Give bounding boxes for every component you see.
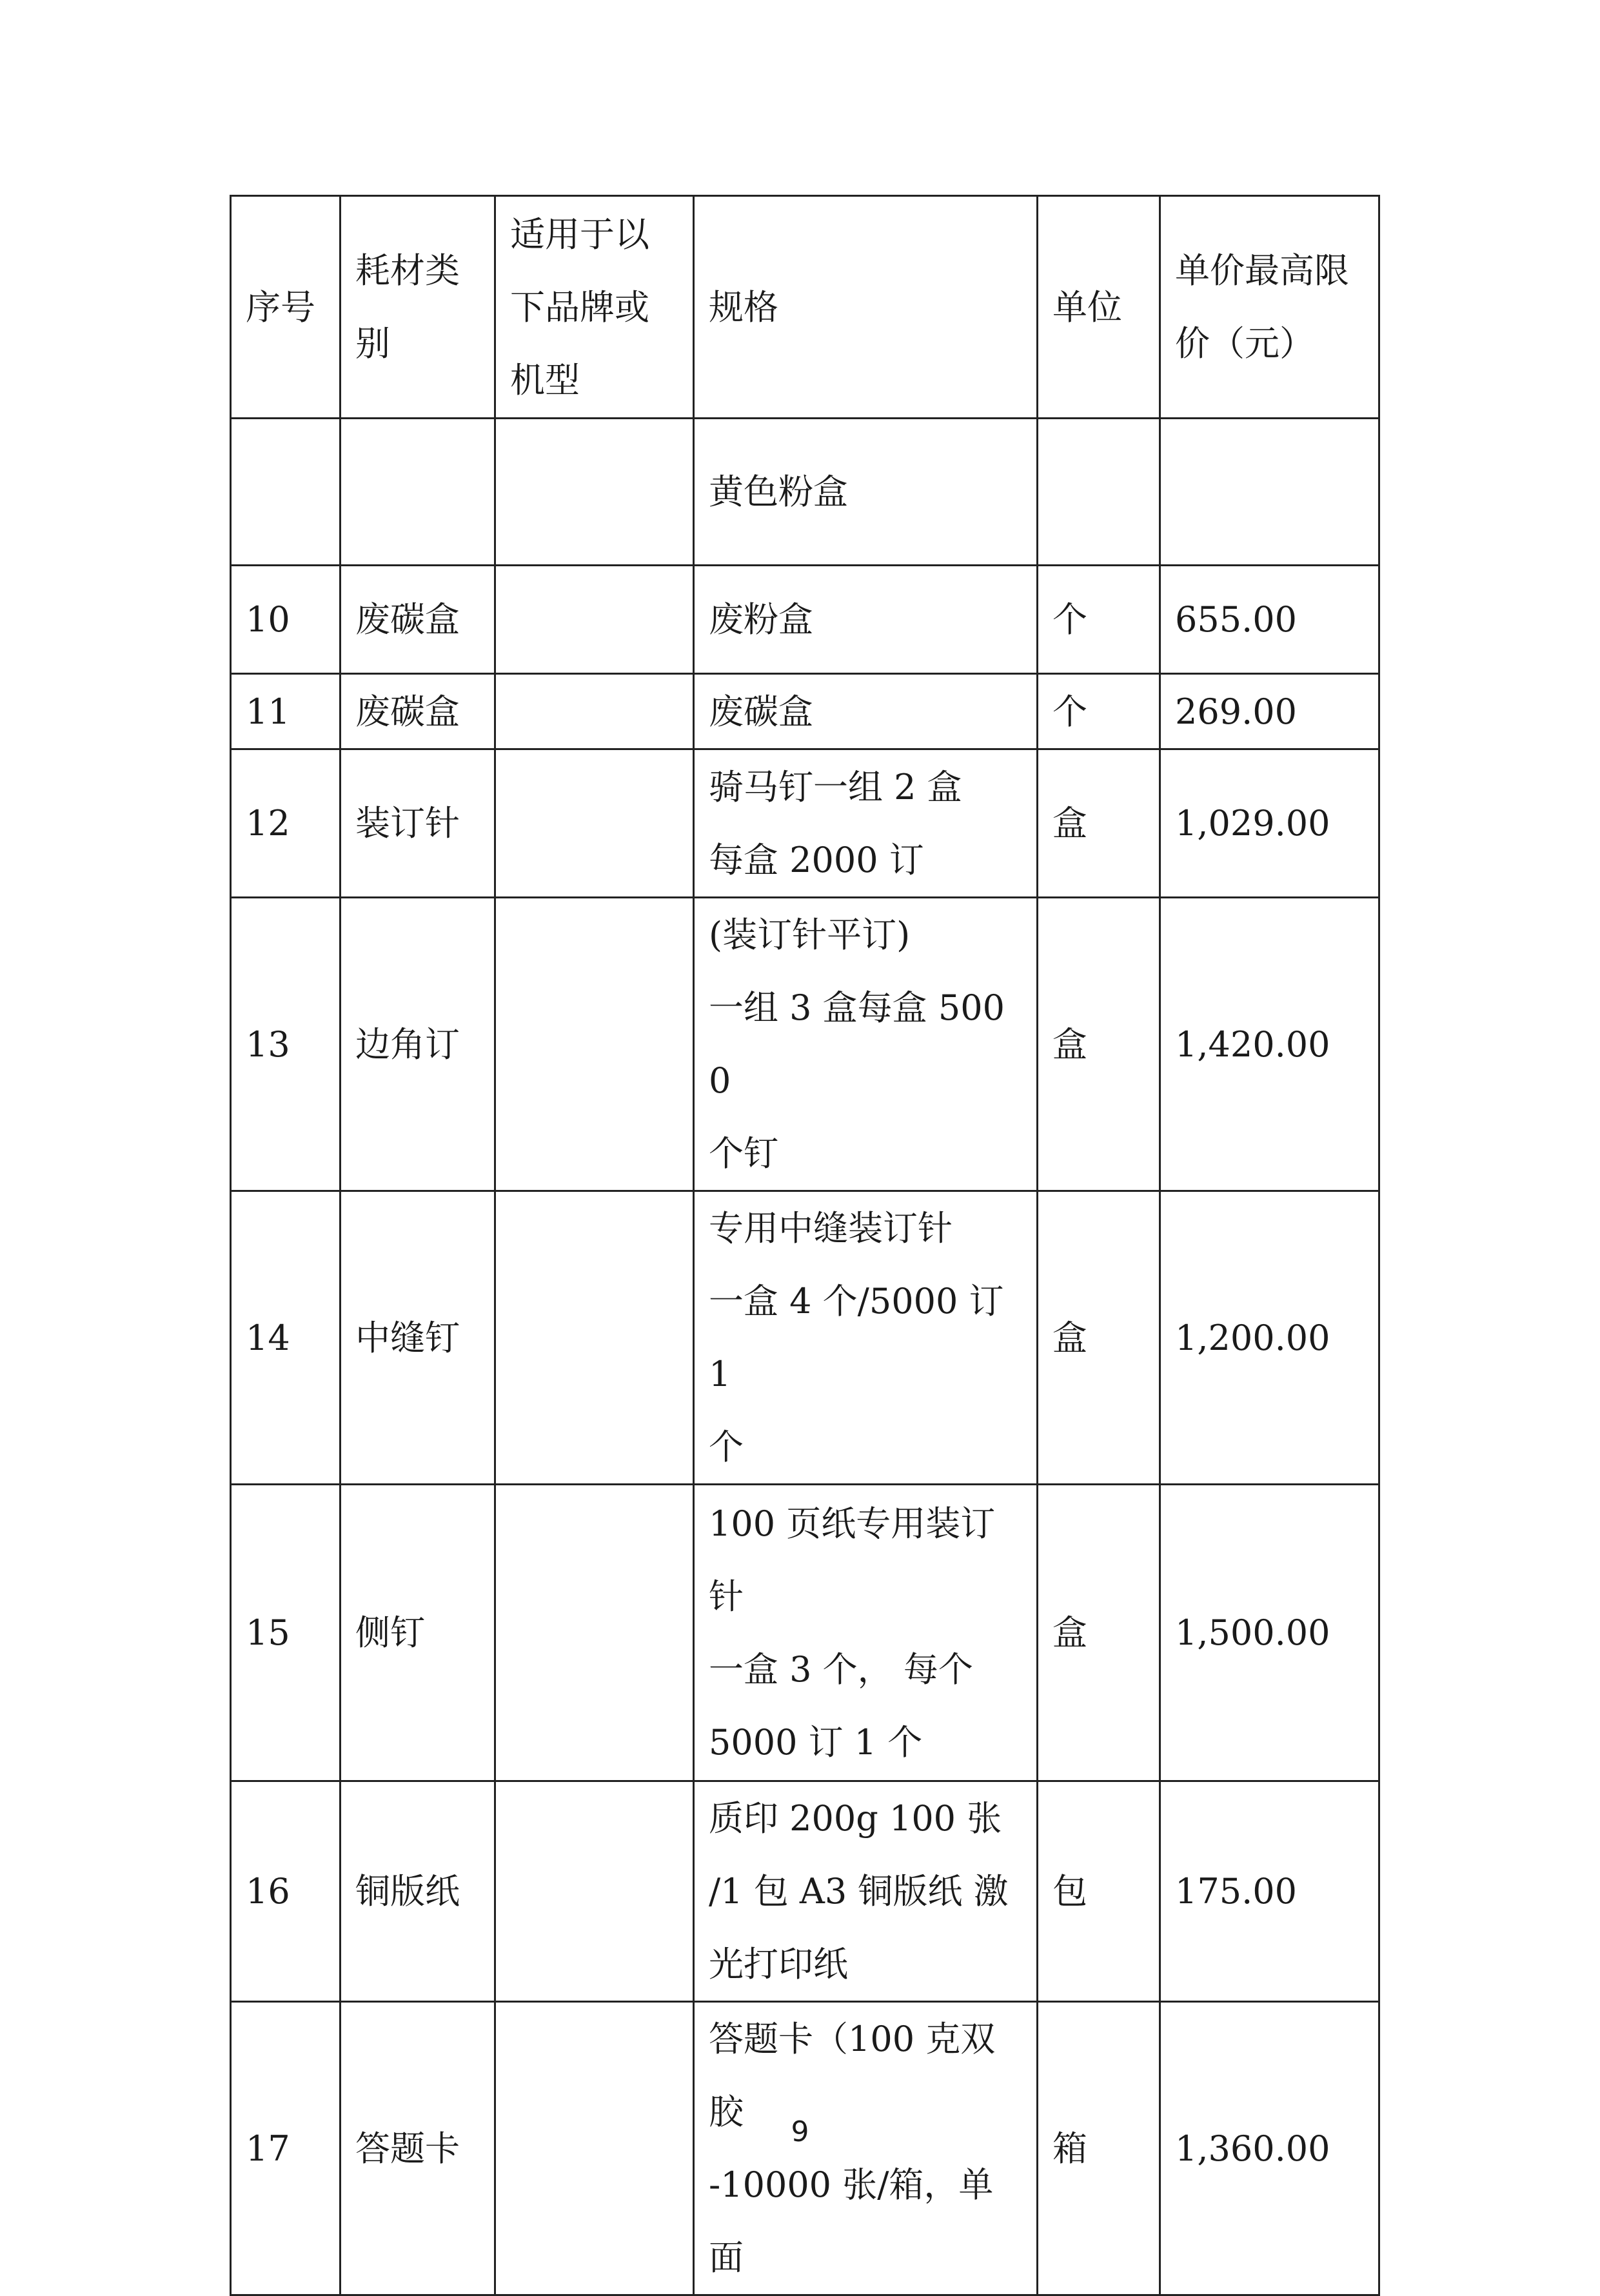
cell-index: 11 <box>231 674 341 749</box>
table-header-row <box>231 196 1379 419</box>
cell-price: 655.00 <box>1160 566 1379 674</box>
cell-unit: 个 <box>1038 674 1160 749</box>
cell-unit: 个 <box>1038 566 1160 674</box>
cell-price: 1,029.00 <box>1160 749 1379 898</box>
cell-price: 1,500.00 <box>1160 1485 1379 1781</box>
cell-brand <box>495 749 694 898</box>
table-row <box>231 749 1379 898</box>
cell-category: 中缝钉 <box>341 1191 495 1485</box>
cell-brand <box>495 674 694 749</box>
cell-brand <box>495 1191 694 1485</box>
cell-brand <box>495 419 694 566</box>
table-row <box>231 1781 1379 2002</box>
cell-brand <box>495 2002 694 2295</box>
header-spec: 规格 <box>694 196 1038 419</box>
cell-index: 14 <box>231 1191 341 1485</box>
cell-brand <box>495 1781 694 2002</box>
cell-unit: 箱 <box>1038 2002 1160 2295</box>
cell-spec: 答题卡（100 克双胶 -10000 张/箱，单面 <box>694 2002 1038 2295</box>
table-row <box>231 2002 1379 2295</box>
cell-category: 废碳盒 <box>341 566 495 674</box>
cell-index: 16 <box>231 1781 341 2002</box>
table-row <box>231 419 1379 566</box>
cell-brand <box>495 566 694 674</box>
cell-spec: 100 页纸专用装订 针 一盒 3 个， 每个 5000 订 1 个 <box>694 1485 1038 1781</box>
cell-category: 边角订 <box>341 898 495 1191</box>
cell-unit: 盒 <box>1038 749 1160 898</box>
table-row <box>231 1191 1379 1485</box>
cell-price: 175.00 <box>1160 1781 1379 2002</box>
header-unit: 单位 <box>1038 196 1160 419</box>
cell-unit: 盒 <box>1038 1485 1160 1781</box>
cell-category <box>341 419 495 566</box>
cell-price: 1,200.00 <box>1160 1191 1379 1485</box>
cell-index: 12 <box>231 749 341 898</box>
cell-unit: 包 <box>1038 1781 1160 2002</box>
cell-index <box>231 419 341 566</box>
cell-index: 13 <box>231 898 341 1191</box>
cell-brand <box>495 898 694 1191</box>
cell-category: 侧钉 <box>341 1485 495 1781</box>
table-row <box>231 898 1379 1191</box>
header-index: 序号 <box>231 196 341 419</box>
cell-spec: (装订针平订) 一组 3 盒每盒 5000 个钉 <box>694 898 1038 1191</box>
cell-unit <box>1038 419 1160 566</box>
cell-unit: 盒 <box>1038 898 1160 1191</box>
cell-price <box>1160 419 1379 566</box>
cell-unit: 盒 <box>1038 1191 1160 1485</box>
consumables-price-table <box>230 195 1380 2296</box>
cell-spec: 专用中缝装订针 一盒 4 个/5000 订 1 个 <box>694 1191 1038 1485</box>
header-brand: 适用于以 下品牌或 机型 <box>495 196 694 419</box>
cell-category: 废碳盒 <box>341 674 495 749</box>
cell-spec: 骑马钉一组 2 盒 每盒 2000 订 <box>694 749 1038 898</box>
cell-spec: 黄色粉盒 <box>694 419 1038 566</box>
page-number: 9 <box>791 2115 809 2148</box>
cell-price: 1,420.00 <box>1160 898 1379 1191</box>
table-row <box>231 1485 1379 1781</box>
header-price: 单价最高限 价（元） <box>1160 196 1379 419</box>
cell-brand <box>495 1485 694 1781</box>
cell-spec: 废碳盒 <box>694 674 1038 749</box>
cell-price: 1,360.00 <box>1160 2002 1379 2295</box>
table-row <box>231 566 1379 674</box>
cell-category: 铜版纸 <box>341 1781 495 2002</box>
header-category: 耗材类 别 <box>341 196 495 419</box>
table-row <box>231 674 1379 749</box>
cell-spec: 废粉盒 <box>694 566 1038 674</box>
cell-index: 15 <box>231 1485 341 1781</box>
cell-price: 269.00 <box>1160 674 1379 749</box>
cell-category: 装订针 <box>341 749 495 898</box>
cell-category: 答题卡 <box>341 2002 495 2295</box>
cell-index: 10 <box>231 566 341 674</box>
cell-index: 17 <box>231 2002 341 2295</box>
cell-spec: 质印 200g 100 张 /1 包 A3 铜版纸 激 光打印纸 <box>694 1781 1038 2002</box>
